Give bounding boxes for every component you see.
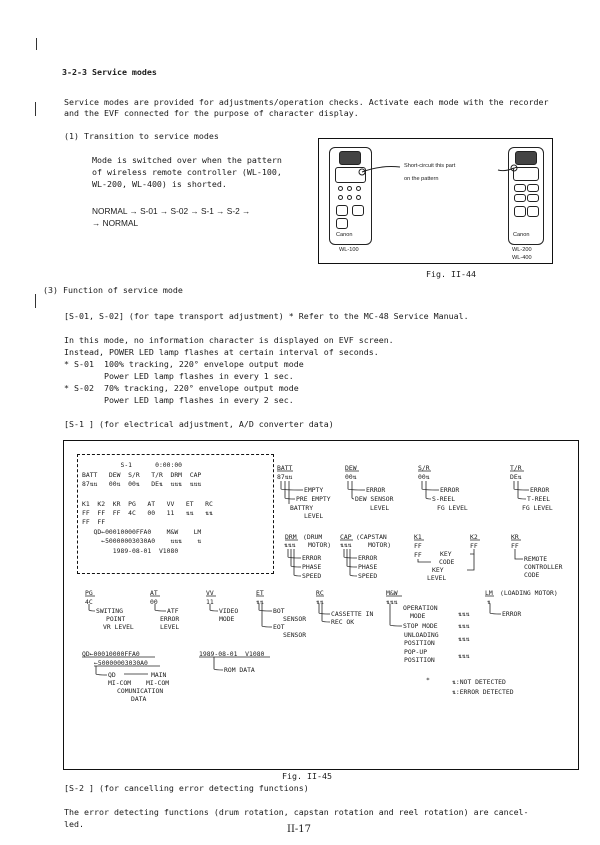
keys-item: LEVEL bbox=[427, 574, 447, 582]
tr-item: T-REEL bbox=[527, 495, 551, 503]
rom-value: 1989-08-01 V1080 bbox=[199, 650, 265, 658]
sr-value: 00⇅ bbox=[418, 473, 430, 481]
s0102-body-3: * S-01 100% tracking, 220° envelope output mode bbox=[64, 359, 304, 369]
qd-item: COMUNICATION bbox=[117, 687, 164, 695]
pg-item: SWITING bbox=[96, 607, 123, 615]
cap-item: SPEED bbox=[358, 572, 378, 580]
lm-value: ⇅ bbox=[487, 598, 491, 606]
intro-line-2: and the EVF connected for the purpose of character display. bbox=[64, 108, 359, 118]
mw-mark: ⇅⇅⇅ bbox=[458, 610, 470, 618]
page-number: II-17 bbox=[287, 824, 312, 835]
keys-item: REMOTE bbox=[524, 555, 548, 563]
s0102-body-2: Instead, POWER LED lamp flashes at certain interval of seconds. bbox=[64, 347, 379, 357]
screen-line: FF FF FF 4C 00 11 ⇅⇅ ⇅⇅ bbox=[82, 509, 213, 517]
dew-item: LEVEL bbox=[370, 504, 390, 512]
dew-value: 00⇅ bbox=[345, 473, 357, 481]
dew-item: ERROR bbox=[366, 486, 386, 494]
rc-item: REC OK bbox=[331, 618, 355, 626]
s0102-body-1: In this mode, no information character is displayed on EVF screen. bbox=[64, 335, 394, 345]
dew-tag: DEW bbox=[345, 464, 357, 472]
mw-mark: ⇅⇅⇅ bbox=[458, 652, 470, 660]
cap-tag: CAP bbox=[340, 533, 352, 541]
legend-not-detected: ⇅:NOT DETECTED bbox=[452, 678, 506, 686]
s0102-body-4: Power LED lamp flashes in every 1 sec. bbox=[64, 371, 294, 381]
callout-line-1: Short-circuit this part bbox=[404, 163, 456, 169]
transition-body-2: of wireless remote controller (WL-100, bbox=[92, 167, 282, 177]
s2-body-2: led. bbox=[64, 819, 84, 829]
qd-item: MI-COM bbox=[108, 679, 132, 687]
batt-item: BATTRY bbox=[290, 504, 314, 512]
lm-desc: (LOADING MOTOR) bbox=[500, 589, 558, 597]
at-tag: AT bbox=[150, 589, 158, 597]
s2-body-1: The error detecting functions (drum rotation, capstan rotation and reel rotation) are cancel- bbox=[64, 807, 529, 817]
screen-line: 87⇅⇅ 00⇅ 00⇅ DE⇅ ⇅⇅⇅ ⇅⇅⇅ bbox=[82, 480, 202, 488]
legend-star: * bbox=[426, 676, 430, 684]
qd-item: MI-COM bbox=[146, 679, 170, 687]
mode-sequence-2: → NORMAL bbox=[92, 218, 139, 228]
et-item: BOT bbox=[273, 607, 285, 615]
cap-item: ERROR bbox=[358, 554, 378, 562]
screen-line: BATT DEW S/R T/R DRM CAP bbox=[82, 471, 202, 479]
at-item: ERROR bbox=[160, 615, 180, 623]
rc-item: CASSETTE IN bbox=[331, 610, 374, 618]
cap-desc: MOTOR) bbox=[368, 541, 392, 549]
remote-right-label-2: WL-400 bbox=[512, 255, 532, 261]
qd-line-2: ←50000003030A0 bbox=[94, 659, 148, 667]
fig-45-caption: Fig. II-45 bbox=[282, 771, 332, 781]
s0102-heading: [S-01, S-02] (for tape transport adjustment) * Refer to the MC-48 Service Manual. bbox=[64, 311, 469, 321]
at-item: LEVEL bbox=[160, 623, 180, 631]
et-item: SENSOR bbox=[283, 631, 307, 639]
mw-item: UNLOADING bbox=[404, 631, 439, 639]
screen-line: ←50000003030A0 ⇅⇅⇅ ⇅ bbox=[82, 537, 202, 545]
sr-item: ERROR bbox=[440, 486, 460, 494]
batt-item: PRE EMPTY bbox=[296, 495, 331, 503]
tr-item: ERROR bbox=[530, 486, 550, 494]
mw-tag: M&W bbox=[386, 589, 398, 597]
kr-value: FF bbox=[511, 542, 519, 550]
s0102-body-6: Power LED lamp flashes in every 2 sec. bbox=[64, 395, 294, 405]
mw-mark: ⇅⇅⇅ bbox=[458, 622, 470, 630]
vv-value: 11 bbox=[206, 598, 214, 606]
drm-desc: (DRUM bbox=[303, 533, 323, 541]
qd-item: MAIN bbox=[151, 671, 167, 679]
at-value: 00 bbox=[150, 598, 158, 606]
function-heading: (3) Function of service mode bbox=[43, 285, 183, 295]
keys-item: CODE bbox=[439, 558, 455, 566]
et-value: ⇅⇅ bbox=[256, 598, 264, 606]
keys-item: CONTROLLER bbox=[524, 563, 563, 571]
mw-item: STOP MODE bbox=[403, 622, 438, 630]
keys-item: KEY bbox=[432, 566, 444, 574]
section-title: 3-2-3 Service modes bbox=[62, 67, 157, 77]
drm-desc: MOTOR) bbox=[308, 541, 332, 549]
et-item: EOT bbox=[273, 623, 285, 631]
mw-item: MODE bbox=[410, 612, 426, 620]
mw-item: OPERATION bbox=[403, 604, 438, 612]
lm-item: ERROR bbox=[502, 610, 522, 618]
batt-item: EMPTY bbox=[304, 486, 324, 494]
mw-item: POSITION bbox=[404, 639, 435, 647]
drm-item: PHASE bbox=[302, 563, 322, 571]
transition-body-3: WL-200, WL-400) is shorted. bbox=[92, 179, 227, 189]
mode-sequence-1: NORMAL → S-01 → S-02 → S-1 → S-2 → bbox=[92, 206, 251, 216]
rc-value: ⇅⇅ bbox=[316, 598, 324, 606]
pg-value: 4C bbox=[85, 598, 93, 606]
at-item: ATF bbox=[167, 607, 179, 615]
k2-value: FF bbox=[470, 542, 478, 550]
intro-line-1: Service modes are provided for adjustments/operation checks. Activate each mode with the recorder bbox=[64, 97, 549, 107]
rc-tag: RC bbox=[316, 589, 324, 597]
k2-tag: K2 bbox=[470, 533, 478, 541]
et-item: SENSOR bbox=[283, 615, 307, 623]
dew-item: DEW SENSOR bbox=[355, 495, 394, 503]
qd-item: DATA bbox=[131, 695, 147, 703]
remote-brand: Canon bbox=[513, 232, 530, 238]
sr-item: FG LEVEL bbox=[437, 504, 468, 512]
batt-item: LEVEL bbox=[304, 512, 324, 520]
cap-value: ⇅⇅⇅ bbox=[340, 541, 352, 549]
sr-tag: S/R bbox=[418, 464, 430, 472]
mw-mark: ⇅⇅⇅ bbox=[458, 635, 470, 643]
screen-line: K1 K2 KR PG AT VV ET RC bbox=[82, 500, 213, 508]
tr-value: DE⇅ bbox=[510, 473, 522, 481]
qd-line-1: QD←00010000FFA0 bbox=[82, 650, 140, 658]
batt-value: 87⇅⇅ bbox=[277, 473, 293, 481]
k1-tag: K1 bbox=[414, 533, 422, 541]
vv-item: MODE bbox=[219, 615, 235, 623]
drm-item: ERROR bbox=[302, 554, 322, 562]
drm-value: ⇅⇅⇅ bbox=[284, 541, 296, 549]
cap-desc: (CAPSTAN bbox=[356, 533, 387, 541]
et-tag: ET bbox=[256, 589, 264, 597]
pg-tag: PG bbox=[85, 589, 93, 597]
screen-line: FF FF bbox=[82, 518, 106, 526]
tr-item: FG LEVEL bbox=[522, 504, 553, 512]
mw-value: ⇅⇅⇅ bbox=[386, 598, 398, 606]
screen-line: QD←00010000FFA0 M&W LM bbox=[82, 528, 202, 536]
mw-item: POP-UP bbox=[404, 648, 428, 656]
screen-line: S-1 0:00:00 bbox=[82, 461, 183, 469]
sr-item: S-REEL bbox=[432, 495, 456, 503]
remote-left-label: WL-100 bbox=[339, 247, 359, 253]
vv-item: VIDEO bbox=[219, 607, 239, 615]
s2-heading: [S-2 ] (for cancelling error detecting functions) bbox=[64, 783, 309, 793]
remote-brand: Canon bbox=[336, 232, 353, 238]
rom-item: ROM DATA bbox=[224, 666, 255, 674]
vv-tag: VV bbox=[206, 589, 214, 597]
drm-item: SPEED bbox=[302, 572, 322, 580]
keys-item: CODE bbox=[524, 571, 540, 579]
remote-right-label-1: WL-200 bbox=[512, 247, 532, 253]
cap-item: PHASE bbox=[358, 563, 378, 571]
transition-body-1: Mode is switched over when the pattern bbox=[92, 155, 282, 165]
legend-error-detected: ⇅:ERROR DETECTED bbox=[452, 688, 514, 696]
qd-item: QD bbox=[108, 671, 116, 679]
pg-item: VR LEVEL bbox=[103, 623, 134, 631]
batt-tag: BATT bbox=[277, 464, 293, 472]
screen-line: 1989-08-01 V1080 bbox=[82, 547, 179, 555]
mw-item: POSITION bbox=[404, 656, 435, 664]
s0102-body-5: * S-02 70% tracking, 220° envelope output mode bbox=[64, 383, 299, 393]
fig-44-caption: Fig. II-44 bbox=[426, 269, 476, 279]
drm-tag: DRM bbox=[285, 533, 297, 541]
kr-tag: KR bbox=[511, 533, 519, 541]
keys-item: KEY bbox=[440, 550, 452, 558]
s1-heading: [S-1 ] (for electrical adjustment, A/D converter data) bbox=[64, 419, 334, 429]
callout-line-2: on the pattern bbox=[404, 176, 439, 182]
transition-heading: (1) Transition to service modes bbox=[64, 131, 219, 141]
k1-value: FF bbox=[414, 542, 422, 550]
lm-tag: LM bbox=[485, 589, 493, 597]
pg-item: POINT bbox=[106, 615, 126, 623]
tr-tag: T/R bbox=[510, 464, 522, 472]
k-extra-value: FF bbox=[414, 551, 422, 559]
